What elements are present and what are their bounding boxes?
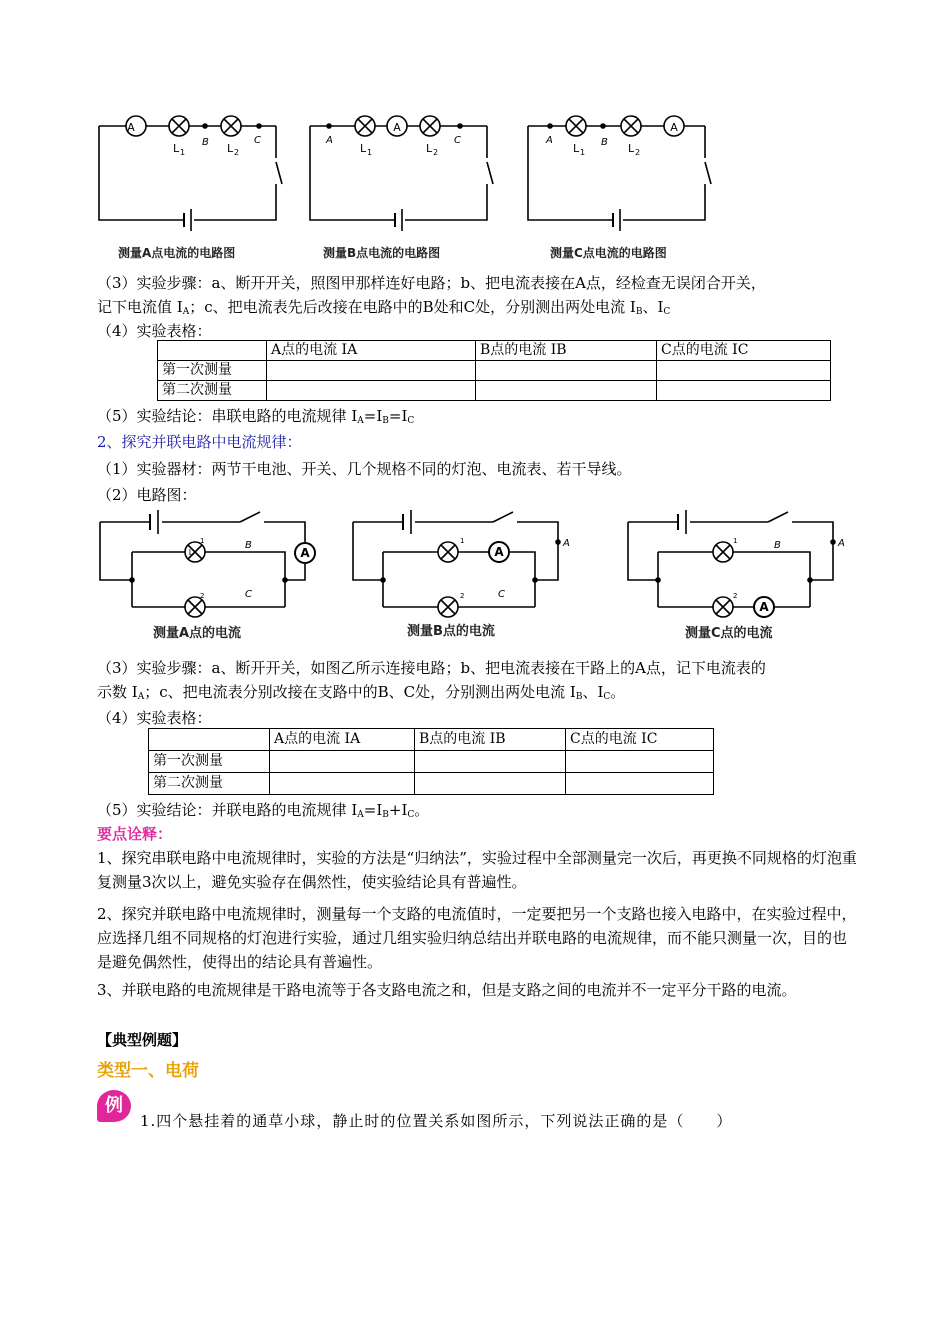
svg-text:A: A (326, 135, 333, 146)
series-conclusion: （5）实验结论：串联电路的电流规律 $I_A=I_B=I_C$ (97, 407, 415, 426)
examples-heading: 【典型例题】 (97, 1031, 188, 1049)
caption-parallel-b: 测量B点的电流 (407, 624, 495, 639)
caption-series-c: 测量C点电流的电路图 (550, 246, 667, 260)
notes-heading: 要点诠释： (97, 825, 173, 843)
svg-text:2: 2 (635, 148, 641, 157)
svg-text:2: 2 (433, 148, 439, 157)
svg-text:B: B (202, 137, 209, 148)
svg-text:B: B (601, 137, 608, 148)
series-step4: （4）实验表格： (97, 322, 212, 340)
caption-series-a: 测量A点电流的电路图 (118, 246, 236, 260)
parallel-step1: （1）实验器材：两节干电池、开关、几个规格不同的灯泡、电流表、若干导线。 (97, 460, 632, 478)
svg-text:C: C (254, 135, 261, 146)
svg-text:L: L (360, 142, 367, 155)
series-circuit-c (528, 116, 711, 231)
svg-text:A: A (838, 538, 845, 549)
notes-paragraph-1: 1、探究串联电路中电流规律时，实验的方法是“归纳法”，实验过程中全部测量完一次后，再更换不同规格的灯泡重复测量3次以上，避免实验存在偶然性，使实验结论具有普遍性。 (97, 849, 857, 891)
svg-text:1: 1 (200, 537, 205, 545)
example-badge-icon: 例 (97, 1090, 131, 1122)
svg-text:A: A (494, 545, 504, 559)
notes-paragraph-2: 2、探究并联电路中电流规律时，测量每一个支路的电流值时，一定要把另一个支路也接入电路中，在实验过程中，应选择几组不同规格的灯泡进行实验，通过几组实验归纳总结出并联电路的电流规律，而不能只测量一次，目的也是避免偶然性，使得出的结论具有普遍性。 (97, 905, 857, 971)
svg-text:2: 2 (460, 592, 465, 600)
parallel-step3-line2: 示数 $I_A$；c、把电流表分别改接在支路中的B、C处，分别测出两处电流 $I_B$、$I_C$。 (97, 683, 626, 702)
parallel-circuit-c (628, 510, 835, 617)
parallel-step4: （4）实验表格： (97, 709, 212, 727)
svg-text:1: 1 (580, 148, 586, 157)
svg-text:C: C (245, 589, 252, 600)
series-step3-line1: （3）实验步骤：a、断开开关，照图甲那样连好电路；b、把电流表接在A点，经检查无误闭合开关， (97, 274, 766, 292)
svg-text:1: 1 (367, 148, 373, 157)
parallel-heading: 2、探究并联电路中电流规律： (97, 433, 302, 451)
parallel-circuit-diagrams (95, 502, 855, 647)
svg-text:A: A (300, 546, 310, 560)
parallel-circuit-a (100, 510, 315, 617)
series-table (157, 340, 831, 401)
caption-series-b: 测量B点电流的电路图 (323, 246, 441, 260)
parallel-table (148, 728, 714, 795)
svg-text:1: 1 (733, 537, 738, 545)
svg-text:A: A (563, 538, 570, 549)
svg-text:C: C (498, 589, 505, 600)
caption-parallel-a: 测量A点的电流 (153, 626, 242, 641)
svg-text:2: 2 (200, 592, 205, 600)
svg-text:A: A (759, 600, 769, 614)
notes-paragraph-3: 3、并联电路的电流规律是干路电流等于各支路电流之和，但是支路之间的电流并不一定平分干路的电流。 (97, 981, 797, 999)
table-row: 第一次测量 (158, 361, 831, 381)
caption-parallel-c: 测量C点的电流 (685, 626, 773, 641)
svg-text:A: A (127, 121, 135, 134)
svg-text:B: B (774, 540, 781, 551)
question-1: 1.四个悬挂着的通草小球，静止时的位置关系如图所示，下列说法正确的是（ ） (140, 1112, 733, 1130)
svg-text:L: L (227, 142, 234, 155)
svg-text:2: 2 (733, 592, 738, 600)
parallel-conclusion: （5）实验结论：并联电路的电流规律 $I_A=I_B+I_C$。 (97, 801, 430, 820)
svg-text:A: A (393, 121, 401, 134)
parallel-circuit-b (353, 510, 560, 617)
svg-text:L: L (173, 142, 180, 155)
type-heading: 类型一、电荷 (97, 1061, 199, 1081)
table-row: A点的电流 IA B点的电流 IB C点的电流 IC (158, 341, 831, 361)
table-row: A点的电流 IA B点的电流 IB C点的电流 IC (149, 729, 714, 751)
svg-text:L: L (188, 548, 194, 557)
parallel-step3-line1: （3）实验步骤：a、断开开关，如图乙所示连接电路；b、把电流表接在干路上的A点，记下电流表的 (97, 659, 766, 677)
svg-text:B: B (245, 540, 252, 551)
table-row: 第二次测量 (158, 381, 831, 401)
svg-text:L: L (628, 142, 635, 155)
series-circuit-b (310, 116, 493, 231)
svg-text:A: A (670, 121, 678, 134)
series-step3-line2: 记下电流值 $I_A$；c、把电流表先后改接在电路中的B处和C处，分别测出两处电流 $I_B$、$I_C$ (97, 298, 671, 317)
svg-text:1: 1 (180, 148, 186, 157)
svg-text:A: A (546, 135, 553, 146)
svg-text:2: 2 (234, 148, 240, 157)
parallel-step2: （2）电路图： (97, 486, 197, 504)
svg-text:C: C (454, 135, 461, 146)
svg-text:1: 1 (460, 537, 465, 545)
series-circuit-diagrams (90, 110, 730, 265)
table-row: 第一次测量 (149, 751, 714, 773)
svg-text:L: L (573, 142, 580, 155)
svg-text:L: L (426, 142, 433, 155)
table-row: 第二次测量 (149, 773, 714, 795)
